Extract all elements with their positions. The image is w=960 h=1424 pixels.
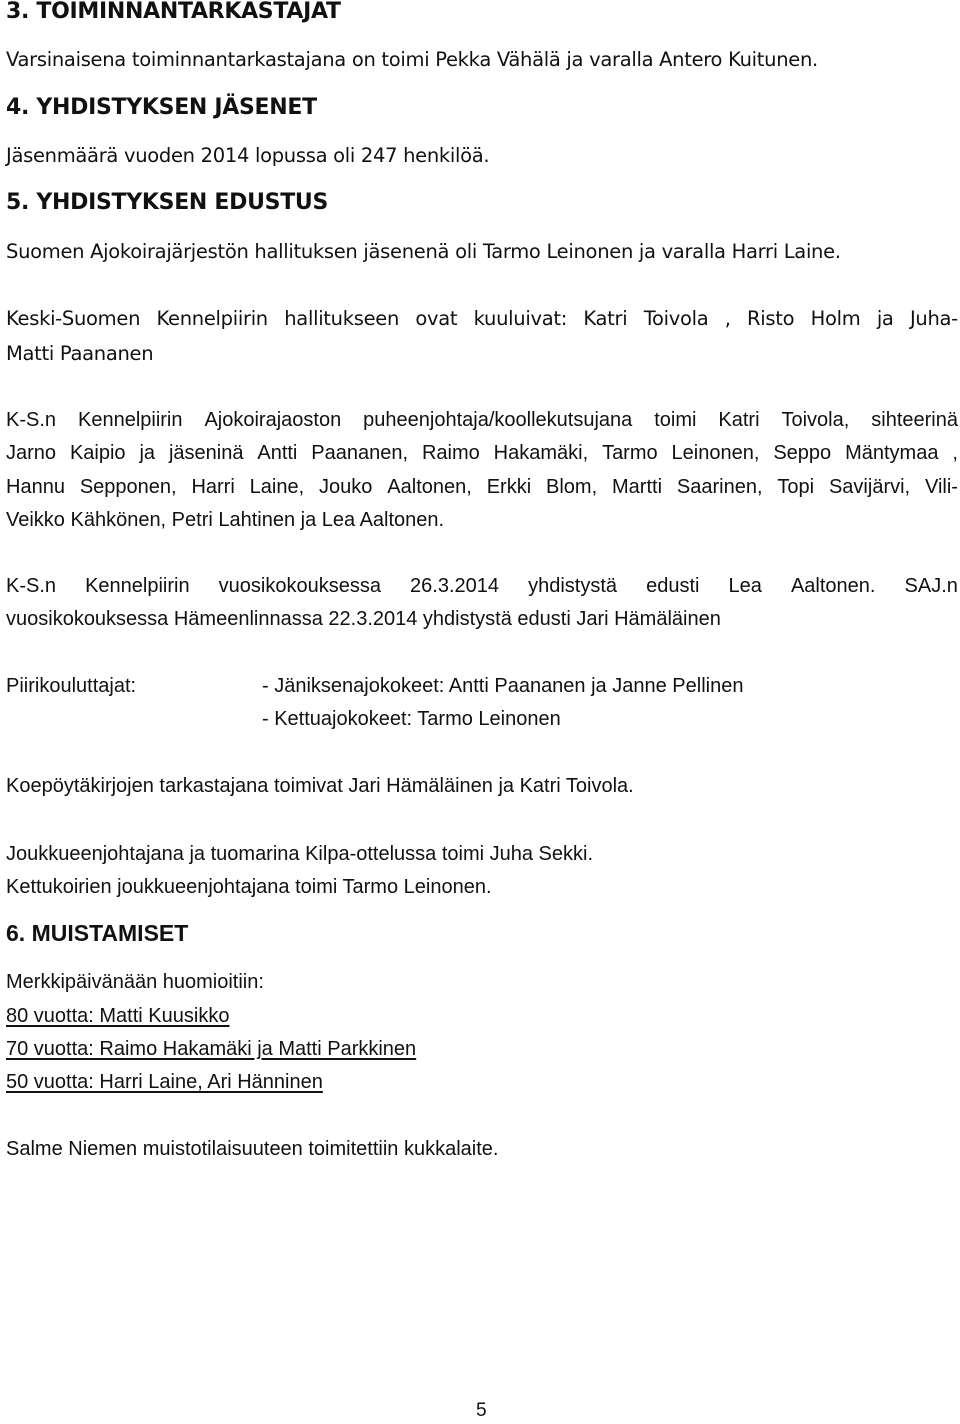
muistamiset-intro: Merkkipäivänään huomioitiin: — [6, 971, 264, 993]
section-5-text: Suomen Ajokoirajärjestön hallituksen jäsenenä oli Tarmo Leinonen ja varalla Harri Laine. — [6, 240, 841, 263]
word: , — [724, 307, 731, 330]
word: Kennelpiirin — [85, 575, 190, 597]
muistamiset-item: 50 vuotta: Harri Laine, Ari Hänninen — [6, 1071, 323, 1093]
word: Katri — [718, 409, 760, 431]
word: Kennelpiirin — [77, 409, 183, 431]
word: sihteerinä — [871, 409, 958, 431]
word: Toivola — [643, 307, 709, 330]
word: Jouko — [319, 476, 373, 498]
piirikouluttajat-item: - Jäniksenajokokeet: Antti Paananen ja Janne Pellinen — [262, 675, 744, 697]
word: Hannu — [6, 476, 65, 498]
word: 26.3.2014 — [410, 575, 500, 597]
vuosikokous-line-1 — [6, 574, 958, 598]
word: Erkki — [486, 476, 532, 498]
ajokoirajaosto-line-2 — [6, 441, 958, 465]
word: Kennelpiirin — [156, 307, 268, 330]
section-4-text: Jäsenmäärä vuoden 2014 lopussa oli 247 henkilöä. — [6, 144, 490, 167]
kettukoirat-text: Kettukoirien joukkueenjohtajana toimi Tarmo Leinonen. — [6, 876, 492, 898]
word: ja — [876, 307, 894, 330]
word: jäseninä — [168, 442, 244, 464]
word: Paananen, — [311, 442, 409, 464]
muistamiset-item: 70 vuotta: Raimo Hakamäki ja Matti Parkkinen — [6, 1038, 417, 1060]
vuosikokous-line-2: vuosikokouksessa Hämeenlinnassa 22.3.2014 yhdistystä edusti Jari Hämäläinen — [6, 608, 721, 630]
word: vuosikokouksessa — [218, 575, 381, 597]
ajokoirajaosto-line-1 — [6, 408, 958, 432]
word: Tarmo — [602, 442, 658, 464]
keski-suomen-line-1 — [6, 307, 958, 331]
word: Mäntymaa — [845, 442, 939, 464]
section-6-heading: 6. MUISTAMISET — [6, 920, 189, 946]
word: Saarinen, — [676, 476, 763, 498]
word: Martti — [612, 476, 663, 498]
word: Topi — [777, 476, 815, 498]
ajokoirajaosto-line-4: Veikko Kähkönen, Petri Lahtinen ja Lea Aaltonen. — [6, 509, 445, 531]
word: Sepponen, — [79, 476, 177, 498]
koepoytakirjat-text: Koepöytäkirjojen tarkastajana toimivat Jari Hämäläinen ja Katri Toivola. — [6, 775, 634, 797]
word: Keski-Suomen — [6, 307, 141, 330]
word: ja — [139, 442, 156, 464]
section-3-heading: 3. TOIMINNANTARKASTAJAT — [6, 0, 341, 24]
word: ovat — [415, 307, 458, 330]
muistotilaisuus-text: Salme Niemen muistotilaisuuteen toimitettiin kukkalaite. — [6, 1138, 499, 1160]
word: Aaltonen, — [387, 476, 472, 498]
word: Holm — [810, 307, 861, 330]
word: SAJ.n — [904, 575, 958, 597]
word: Seppo — [773, 442, 832, 464]
word: kuuluivat: — [473, 307, 567, 330]
page-number: 5 — [476, 1400, 487, 1421]
word: Leinonen, — [671, 442, 760, 464]
word: edusti — [646, 575, 700, 597]
word: Antti — [257, 442, 298, 464]
word: hallitukseen — [284, 307, 400, 330]
word: Jarno — [6, 442, 57, 464]
section-4-heading: 4. YHDISTYKSEN JÄSENET — [6, 95, 317, 120]
word: Savijärvi, — [828, 476, 911, 498]
word: Juha- — [909, 307, 958, 330]
word: K-S.n — [6, 409, 57, 431]
word: Toivola, — [781, 409, 850, 431]
word: toimi — [654, 409, 697, 431]
joukkueenjohtaja-text: Joukkueenjohtajana ja tuomarina Kilpa-ottelussa toimi Juha Sekki. — [6, 843, 594, 865]
word: Lea — [728, 575, 762, 597]
word: Katri — [583, 307, 628, 330]
word: , — [952, 442, 958, 464]
word: Kaipio — [69, 442, 126, 464]
word: Vili- — [924, 476, 958, 498]
word: Ajokoirajaoston — [204, 409, 342, 431]
word: Laine, — [249, 476, 305, 498]
word: Risto — [747, 307, 795, 330]
word: Raimo — [421, 442, 480, 464]
muistamiset-item: 80 vuotta: Matti Kuusikko — [6, 1005, 230, 1027]
ajokoirajaosto-line-3 — [6, 475, 958, 499]
word: Blom, — [546, 476, 598, 498]
word: yhdistystä — [528, 575, 618, 597]
word: Harri — [191, 476, 235, 498]
piirikouluttajat-label: Piirikouluttajat: — [6, 675, 137, 697]
word: Hakamäki, — [493, 442, 589, 464]
section-5-heading: 5. YHDISTYKSEN EDUSTUS — [6, 190, 329, 215]
piirikouluttajat-item: - Kettuajokokeet: Tarmo Leinonen — [262, 708, 561, 730]
keski-suomen-line-2: Matti Paananen — [6, 342, 154, 365]
word: K-S.n — [6, 575, 57, 597]
word: Aaltonen. — [790, 575, 876, 597]
section-3-text: Varsinaisena toiminnantarkastajana on toimi Pekka Vähälä ja varalla Antero Kuitunen. — [6, 48, 818, 71]
word: puheenjohtaja/koollekutsujana — [363, 409, 633, 431]
